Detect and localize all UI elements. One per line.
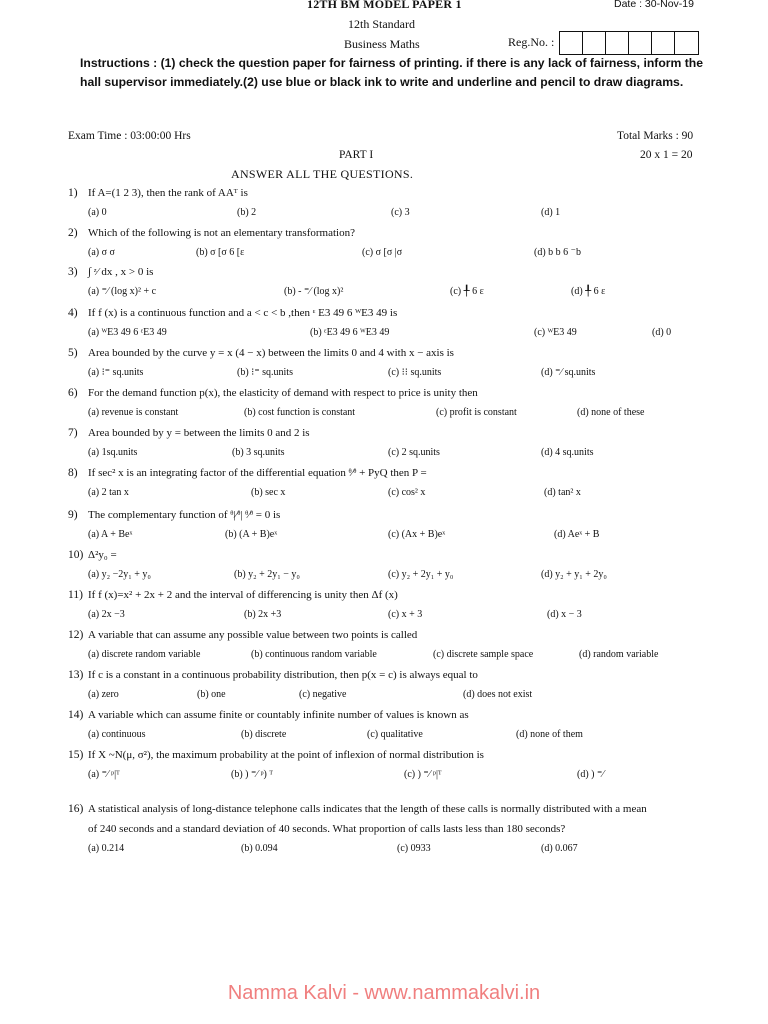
answer-option: (b) cost function is constant xyxy=(244,407,356,418)
answer-option: (a) y₂ −2y₁ + y₀ xyxy=(88,569,151,580)
answer-option: (d) b b 6 ⁻b xyxy=(534,247,581,258)
answer-option: (b) y₂ + 2y₁ − y₀ xyxy=(234,569,300,580)
question-text: The complementary function of ᶿ|⁄ᶿ| ᶿ⁄ᶿ = 0 is xyxy=(88,509,281,521)
answer-option: (d) 0.067 xyxy=(541,843,578,854)
answer-option: (b) ᵋE3 49 6 ᵂE3 49 xyxy=(310,327,390,338)
question-number: 10) xyxy=(68,549,84,561)
answer-option: (c) qualitative xyxy=(367,729,423,740)
answer-option: (b) one xyxy=(197,689,226,700)
question-text: A variable that can assume any possible value between two points is called xyxy=(88,629,418,641)
reg-no-box xyxy=(583,32,606,54)
reg-no-box xyxy=(606,32,629,54)
part-heading: PART I xyxy=(339,149,374,161)
question-number: 14) xyxy=(68,709,84,721)
answer-option: (b) (A + B)eˣ xyxy=(225,529,278,540)
answer-option: (a) 1sq.units xyxy=(88,447,138,458)
answer-option: (d) does not exist xyxy=(463,689,533,700)
question-number: 12) xyxy=(68,629,84,641)
answer-option: (b) ⁝⁼ sq.units xyxy=(237,367,293,378)
question-text: Area bounded by the curve y = x (4 − x) between the limits 0 and 4 with x − axis is xyxy=(88,347,454,359)
reg-no-box xyxy=(629,32,652,54)
question-number: 13) xyxy=(68,669,84,681)
question-number: 11) xyxy=(68,589,83,601)
answer-option: (b) continuous random variable xyxy=(251,649,377,660)
answer-option: (c) 2 sq.units xyxy=(388,447,440,458)
answer-option: (a) 0 xyxy=(88,207,107,218)
answer-option: (d) 1 xyxy=(541,207,561,218)
answer-option: (c) ╀ 6 ε xyxy=(450,286,484,297)
answer-option: (c) ) ⁼⁄ ᵖ|ᵀ xyxy=(404,769,442,780)
question-number: 16) xyxy=(68,803,84,815)
answer-option: (c) (Ax + B)eˣ xyxy=(388,529,446,540)
answer-option: (c) y₂ + 2y₁ + y₀ xyxy=(388,569,454,580)
answer-option: (a) 2x −3 xyxy=(88,609,125,620)
answer-option: (b) discrete xyxy=(241,729,287,740)
answer-option: (d) none of these xyxy=(577,407,645,418)
reg-no-box xyxy=(652,32,675,54)
question-number: 6) xyxy=(68,387,78,399)
answer-option: (a) ⁼⁄ (log x)² + c xyxy=(88,286,157,297)
question-text-continued: of 240 seconds and a standard deviation of 40 seconds. What proportion of calls lasts less than 180 seconds? xyxy=(88,823,566,835)
question-text: Area bounded by y = between the limits 0 and 2 is xyxy=(88,427,310,439)
answer-option: (d) random variable xyxy=(579,649,659,660)
answer-option: (b) σ [σ 6 [ε xyxy=(196,247,245,258)
answer-option: (c) cos² x xyxy=(388,487,426,498)
answer-option: (a) revenue is constant xyxy=(88,407,179,418)
question-number: 2) xyxy=(68,227,78,239)
question-number: 4) xyxy=(68,307,78,319)
question-text: If X ~N(μ, σ²), the maximum probability at the point of inflexion of normal distribution is xyxy=(88,749,484,761)
answer-option: (d) ╀ 6 ε xyxy=(571,286,606,297)
answer-option: (d) Aeˣ + B xyxy=(554,529,600,540)
answer-option: (b) - ⁼⁄ (log x)² xyxy=(284,286,344,297)
question-text: If f (x)=x² + 2x + 2 and the interval of differencing is unity then Δf (x) xyxy=(88,589,398,601)
answer-option: (d) ) ⁼⁄ xyxy=(577,769,604,780)
answer-option: (c) 3 xyxy=(391,207,410,218)
answer-option: (d) y₂ + y₁ + 2y₀ xyxy=(541,569,607,580)
question-text: If sec² x is an integrating factor of the differential equation ᶿ⁄ᶿ + PyQ then P = xyxy=(88,467,427,479)
question-number: 5) xyxy=(68,347,78,359)
answer-option: (d) x − 3 xyxy=(547,609,582,620)
answer-option: (c) discrete sample space xyxy=(433,649,534,660)
answer-option: (d) 4 sq.units xyxy=(541,447,594,458)
answer-option: (b) 2 xyxy=(237,207,257,218)
instructions: Instructions : (1) check the question paper for fairness of printing. if there is any lack of fairness, inform the hall supervisor immediately.(2) use blue or black ink to write and underline and pencil to draw diagrams. xyxy=(80,56,704,89)
standard-label: 12th Standard xyxy=(348,17,415,31)
exam-time: Exam Time : 03:00:00 Hrs xyxy=(68,130,191,142)
answer-option: (d) 0 xyxy=(652,327,672,338)
reg-no-boxes xyxy=(559,31,699,55)
answer-option: (d) none of them xyxy=(516,729,583,740)
answer-option: (b) sec x xyxy=(251,487,286,498)
exam-date: Date : 30-Nov-19 xyxy=(614,0,694,10)
reg-no-label: Reg.No. : xyxy=(508,35,555,49)
answer-option: (d) tan² x xyxy=(544,487,581,498)
question-number: 9) xyxy=(68,509,78,521)
question-text: A variable which can assume finite or countably infinite number of values is known as xyxy=(88,709,469,721)
answer-option: (a) σ σ xyxy=(88,247,115,258)
answer-option: (c) ᵂE3 49 xyxy=(534,327,577,338)
answer-option: (a) ⁼⁄ ᵖ|ᵀ xyxy=(88,769,120,780)
answer-option: (c) ⁝⁝ sq.units xyxy=(388,367,442,378)
question-text: If A=(1 2 3), then the rank of AAᵀ is xyxy=(88,187,248,199)
question-text: Which of the following is not an elementary transformation? xyxy=(88,227,355,239)
answer-option: (b) 2x +3 xyxy=(244,609,282,620)
question-number: 7) xyxy=(68,427,78,439)
question-number: 3) xyxy=(68,266,78,278)
question-number: 1) xyxy=(68,187,78,199)
answer-option: (c) profit is constant xyxy=(436,407,517,418)
question-text: A statistical analysis of long-distance telephone calls indicates that the length of these calls is normally distributed with a mean xyxy=(88,803,647,815)
question-text: If c is a constant in a continuous probability distribution, then p(x = c) is always equal to xyxy=(88,669,478,681)
answer-option: (a) continuous xyxy=(88,729,146,740)
answer-option: (a) ⁝⁼ sq.units xyxy=(88,367,144,378)
answer-option: (a) A + Beˣ xyxy=(88,529,133,540)
question-text: If f (x) is a continuous function and a < c < b ,then ᵋ E3 49 6 ᵂE3 49 is xyxy=(88,307,398,319)
answer-option: (b) 0.094 xyxy=(241,843,278,854)
answer-option: (a) 2 tan x xyxy=(88,487,129,498)
answer-option: (a) discrete random variable xyxy=(88,649,201,660)
answer-option: (a) ᵂE3 49 6 ᵋE3 49 xyxy=(88,327,167,338)
answer-option: (c) negative xyxy=(299,689,347,700)
paper-title: 12TH BM MODEL PAPER 1 xyxy=(307,0,462,11)
total-marks: Total Marks : 90 xyxy=(617,130,694,142)
answer-all-heading: ANSWER ALL THE QUESTIONS. xyxy=(231,167,414,181)
question-number: 15) xyxy=(68,749,84,761)
answer-option: (a) 0.214 xyxy=(88,843,125,854)
question-text: ∫ ᶻ⁄ dx , x > 0 is xyxy=(88,266,154,278)
answer-option: (a) zero xyxy=(88,689,119,700)
answer-option: (b) 3 sq.units xyxy=(232,447,285,458)
answer-option: (c) 0933 xyxy=(397,843,431,854)
subject-label: Business Maths xyxy=(344,37,420,51)
reg-no-box xyxy=(675,32,698,54)
question-text: Δ²y₀ = xyxy=(88,549,117,561)
answer-option: (b) ) ⁼⁄ ᵖ) ᵀ xyxy=(231,769,274,780)
answer-option: (d) ⁼⁄ sq.units xyxy=(541,367,596,378)
reg-no-box xyxy=(560,32,583,54)
answer-option: (c) σ [σ |σ xyxy=(362,247,403,258)
question-text: For the demand function p(x), the elasticity of demand with respect to price is unity then xyxy=(88,387,478,399)
question-number: 8) xyxy=(68,467,78,479)
answer-option: (c) x + 3 xyxy=(388,609,423,620)
part-marks: 20 x 1 = 20 xyxy=(640,149,693,161)
footer-watermark: Namma Kalvi - www.nammakalvi.in xyxy=(227,982,541,1004)
